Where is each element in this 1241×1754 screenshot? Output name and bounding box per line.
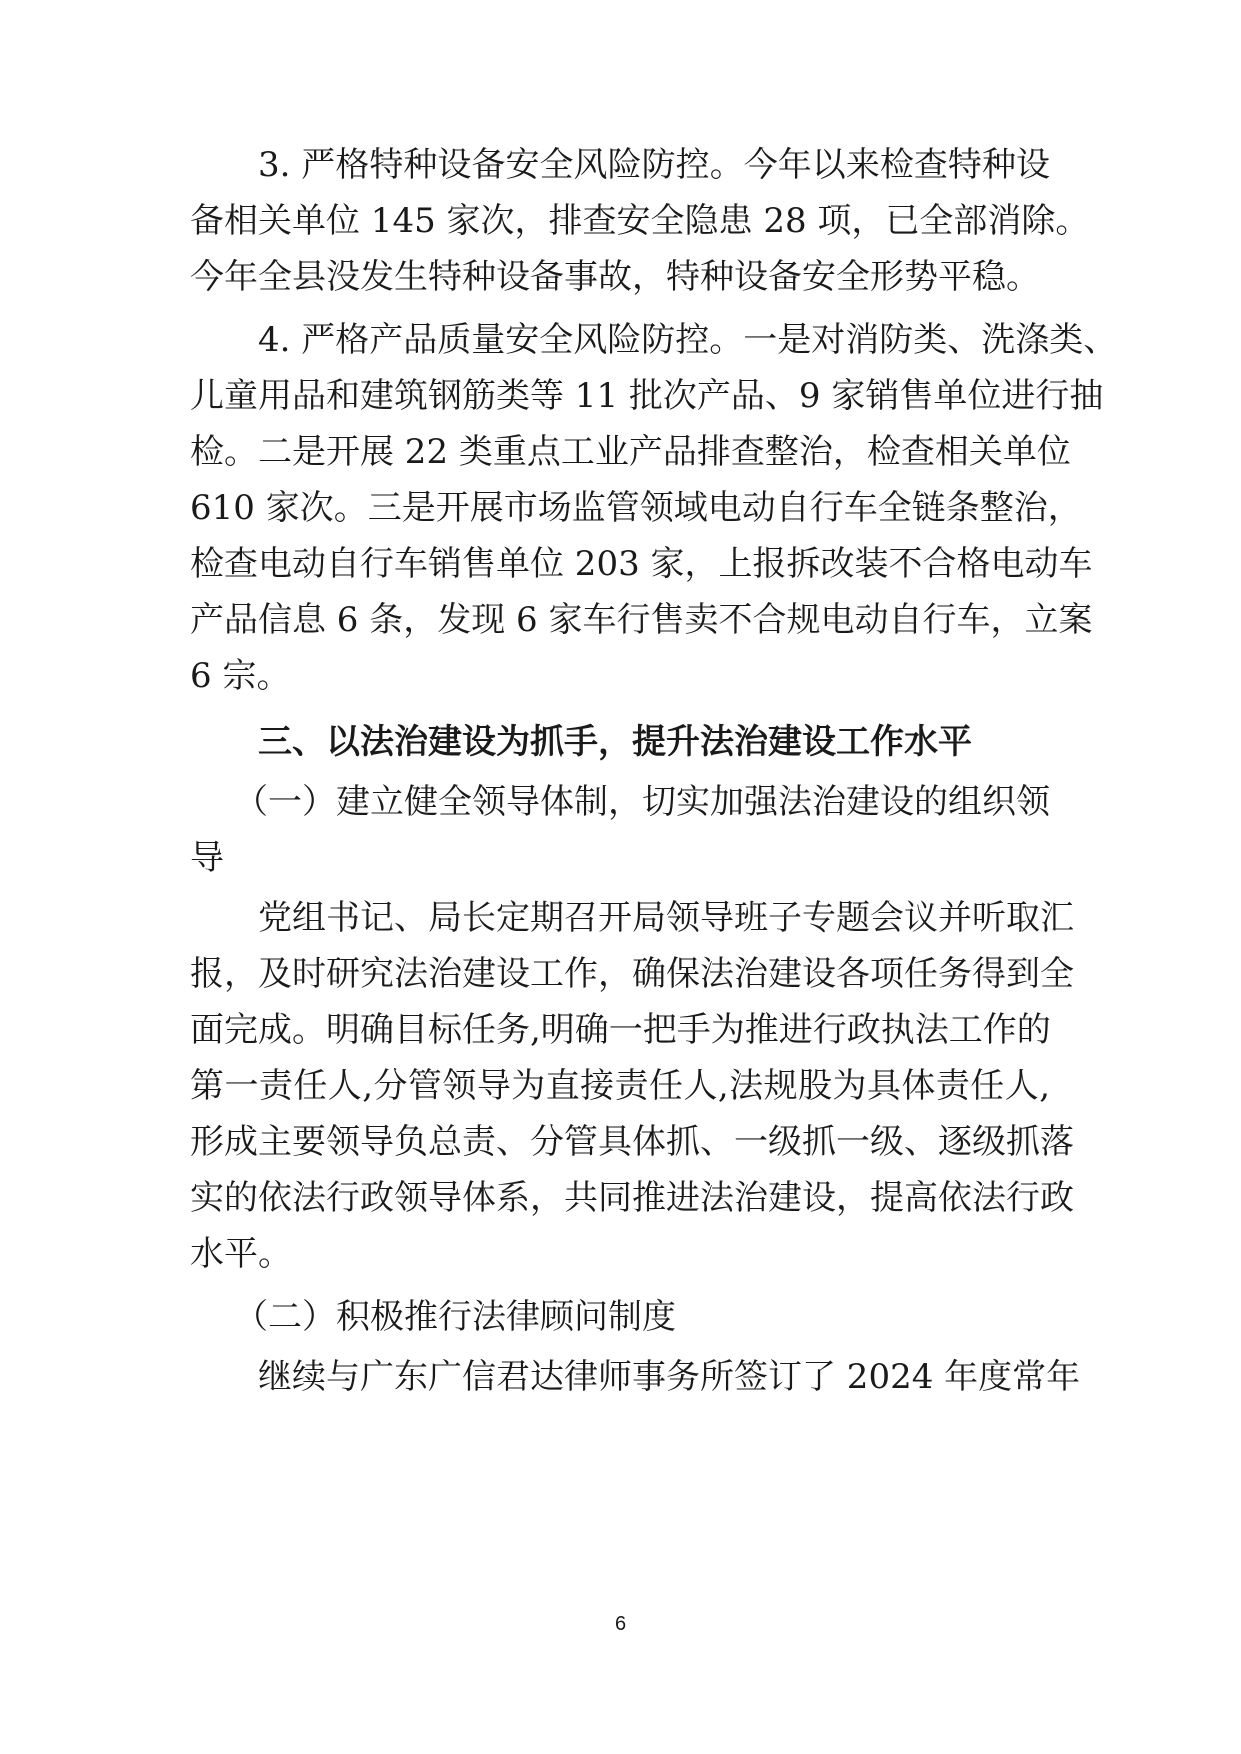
paragraph-line: 第一责任人,分管领导为直接责任人,法规股为具体责任人, bbox=[190, 1066, 1050, 1106]
paragraph-line: 检。二是开展 22 类重点工业产品排查整治，检查相关单位 bbox=[190, 432, 1071, 472]
subsection-title: 导 bbox=[190, 838, 224, 878]
paragraph-line: 3. 严格特种设备安全风险防控。今年以来检查特种设 bbox=[258, 145, 1050, 185]
subsection-title: （一）建立健全领导体制，切实加强法治建设的组织领 bbox=[234, 782, 1050, 822]
subsection-title: （二）积极推行法律顾问制度 bbox=[234, 1297, 676, 1337]
paragraph-line: 儿童用品和建筑钢筋类等 11 批次产品、9 家销售单位进行抽 bbox=[190, 376, 1104, 416]
section-heading: 三、以法治建设为抓手，提升法治建设工作水平 bbox=[258, 722, 972, 762]
paragraph-line: 610 家次。三是开展市场监管领域电动自行车全链条整治， bbox=[190, 488, 1082, 528]
page-number: 6 bbox=[614, 1613, 627, 1635]
paragraph-line: 实的依法行政领导体系，共同推进法治建设，提高依法行政 bbox=[190, 1178, 1074, 1218]
paragraph-line: 水平。 bbox=[190, 1234, 292, 1274]
paragraph-line: 检查电动自行车销售单位 203 家，上报拆改装不合格电动车 bbox=[190, 544, 1093, 584]
paragraph-line: 党组书记、局长定期召开局领导班子专题会议并听取汇 bbox=[258, 898, 1074, 938]
paragraph-line: 面完成。明确目标任务,明确一把手为推进行政执法工作的 bbox=[190, 1010, 1051, 1050]
paragraph-line: 形成主要领导负总责、分管具体抓、一级抓一级、逐级抓落 bbox=[190, 1122, 1074, 1162]
paragraph-line: 4. 严格产品质量安全风险防控。一是对消防类、洗涤类、 bbox=[258, 320, 1118, 360]
paragraph-line: 6 宗。 bbox=[190, 656, 291, 696]
paragraph-line: 今年全县没发生特种设备事故，特种设备安全形势平稳。 bbox=[190, 257, 1040, 297]
paragraph-line: 继续与广东广信君达律师事务所签订了 2024 年度常年 bbox=[258, 1357, 1081, 1397]
paragraph-line: 备相关单位 145 家次，排查安全隐患 28 项，已全部消除。 bbox=[190, 201, 1090, 241]
paragraph-line: 产品信息 6 条，发现 6 家车行售卖不合规电动自行车，立案 bbox=[190, 600, 1093, 640]
paragraph-line: 报，及时研究法治建设工作，确保法治建设各项任务得到全 bbox=[190, 954, 1074, 994]
